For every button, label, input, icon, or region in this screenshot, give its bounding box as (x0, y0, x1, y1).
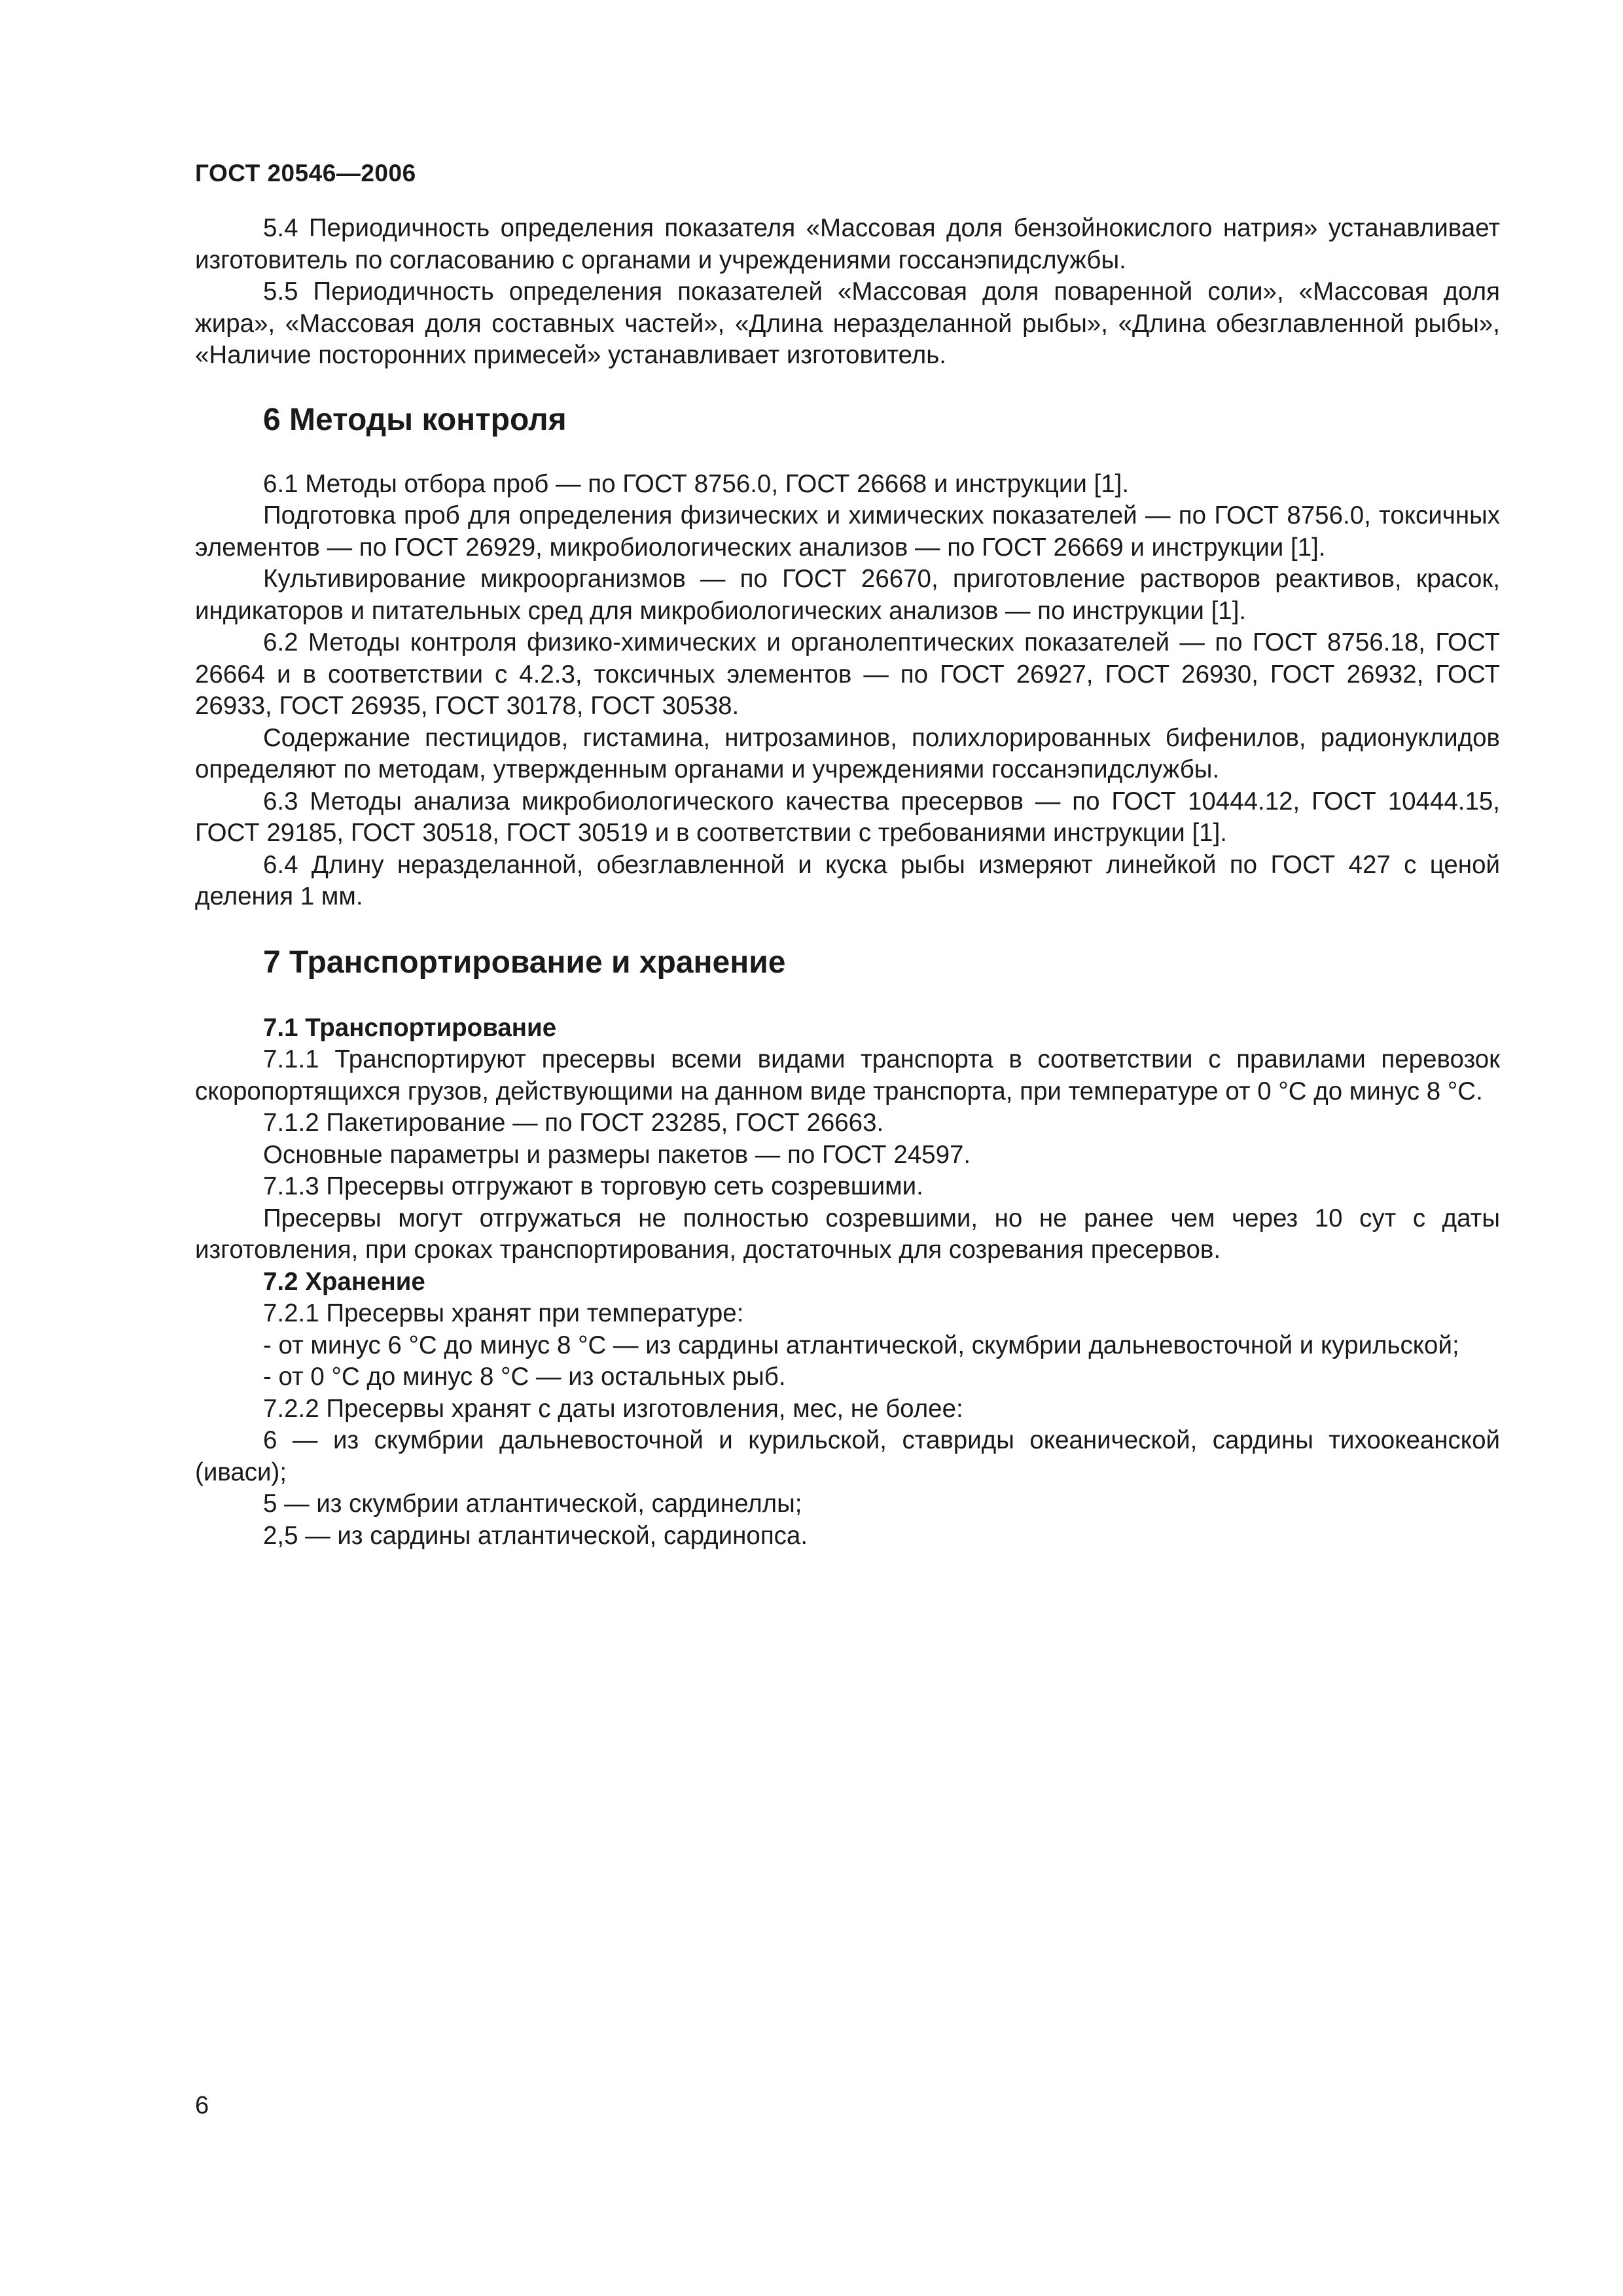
paragraph-7-1-2-params: Основные параметры и размеры пакетов — по ГОСТ 24597. (263, 1140, 971, 1169)
paragraph-7-1-3: 7.1.3 Пресервы отгружают в торговую сеть созревшими. (263, 1172, 923, 1200)
paragraph-6-1-sample-prep: Подготовка проб для определения физических и химических показателей — по ГОСТ 8756.0, токсичных элементов — по ГОСТ 26929, микробиологических анализов — по ГОСТ 26669 и инструкции [1]. (195, 501, 1500, 562)
paragraph-6-4: 6.4 Длину неразделанной, обезглавленной и куска рыбы измеряют линейкой по ГОСТ 427 с ценой деления 1 мм. (195, 850, 1500, 910)
paragraph-7-2-2: 7.2.2 Пресервы хранят с даты изготовления, мес, не более: (263, 1394, 963, 1423)
subsection-7-2-heading: 7.2 Хранение (263, 1267, 425, 1296)
list-item-temp-1: - от минус 6 °С до минус 8 °С — из сардины атлантической, скумбрии дальневосточной и курильской; (263, 1331, 1459, 1359)
paragraph-6-2: 6.2 Методы контроля физико-химических и органолептических показателей — по ГОСТ 8756.18, ГОСТ 26664 и в соответствии с 4.2.3, токсичных элементов — по ГОСТ 26927, ГОСТ 26930, ГОСТ 26932, ГОСТ 26933, ГОСТ 26935, ГОСТ 30178, ГОСТ 30538. (195, 628, 1500, 720)
list-item-shelf-2: 5 — из скумбрии атлантической, сардинеллы; (263, 1490, 802, 1518)
paragraph-7-1-2: 7.1.2 Пакетирование — по ГОСТ 23285, ГОСТ 26663. (263, 1109, 884, 1137)
paragraph-7-1-1: 7.1.1 Транспортируют пресервы всеми видами транспорта в соответствии с правилами перевозок скоропортящихся грузов, действующими на данном виде транспорта, при температуре от 0 °С до минус 8 °С. (195, 1045, 1500, 1105)
paragraph-7-2-1: 7.2.1 Пресервы хранят при температуре: (263, 1299, 744, 1327)
paragraph-5-4: 5.4 Периодичность определения показателя «Массовая доля бензойнокислого натрия» устанавливает изготовитель по согласованию с органами и учреждениями госсанэпидслужбы. (195, 214, 1500, 274)
page-number: 6 (195, 2092, 209, 2119)
list-item-temp-2: - от 0 °С до минус 8 °С — из остальных рыб. (263, 1363, 786, 1391)
list-item-shelf-3: 2,5 — из сардины атлантической, сардинопса. (263, 1521, 808, 1550)
paragraph-5-5: 5.5 Периодичность определения показателей «Массовая доля поваренной соли», «Массовая доля жира», «Массовая доля составных частей», «Длина неразделанной рыбы», «Длина обезглавленной рыбы», «Наличие посторонних примесей» устанавливает изготовитель. (195, 278, 1500, 369)
paragraph-6-3: 6.3 Методы анализа микробиологического качества пресервов — по ГОСТ 10444.12, ГОСТ 10444.15, ГОСТ 29185, ГОСТ 30518, ГОСТ 30519 и в соответствии с требованиями инструкции [1]. (195, 787, 1500, 847)
section-7-heading: 7 Транспортирование и хранение (263, 944, 786, 980)
subsection-7-1-heading: 7.1 Транспортирование (263, 1013, 557, 1042)
paragraph-6-1-cultivation: Культивирование микроорганизмов — по ГОСТ 26670, приготовление растворов реактивов, красок, индикаторов и питательных сред для микробиологических анализов — по инструкции [1]. (195, 565, 1500, 625)
list-item-shelf-1: 6 — из скумбрии дальневосточной и курильской, ставриды океанической, сардины тихоокеанской (иваси); (195, 1426, 1500, 1486)
section-6-heading: 6 Методы контроля (263, 402, 567, 437)
paragraph-6-2-contents: Содержание пестицидов, гистамина, нитрозаминов, полихлорированных бифенилов, радионуклидов определяют по методам, утвержденным органами и учреждениями госсанэпидслужбы. (195, 723, 1500, 783)
paragraph-6-1: 6.1 Методы отбора проб — по ГОСТ 8756.0, ГОСТ 26668 и инструкции [1]. (263, 469, 1130, 498)
page-body (195, 213, 1500, 1552)
document-header: ГОСТ 20546—2006 (195, 160, 416, 187)
paragraph-7-1-3-shipping: Пресервы могут отгружаться не полностью созревшими, но не ранее чем через 10 сут с даты изготовления, при сроках транспортирования, достаточных для созревания пресервов. (195, 1204, 1500, 1264)
